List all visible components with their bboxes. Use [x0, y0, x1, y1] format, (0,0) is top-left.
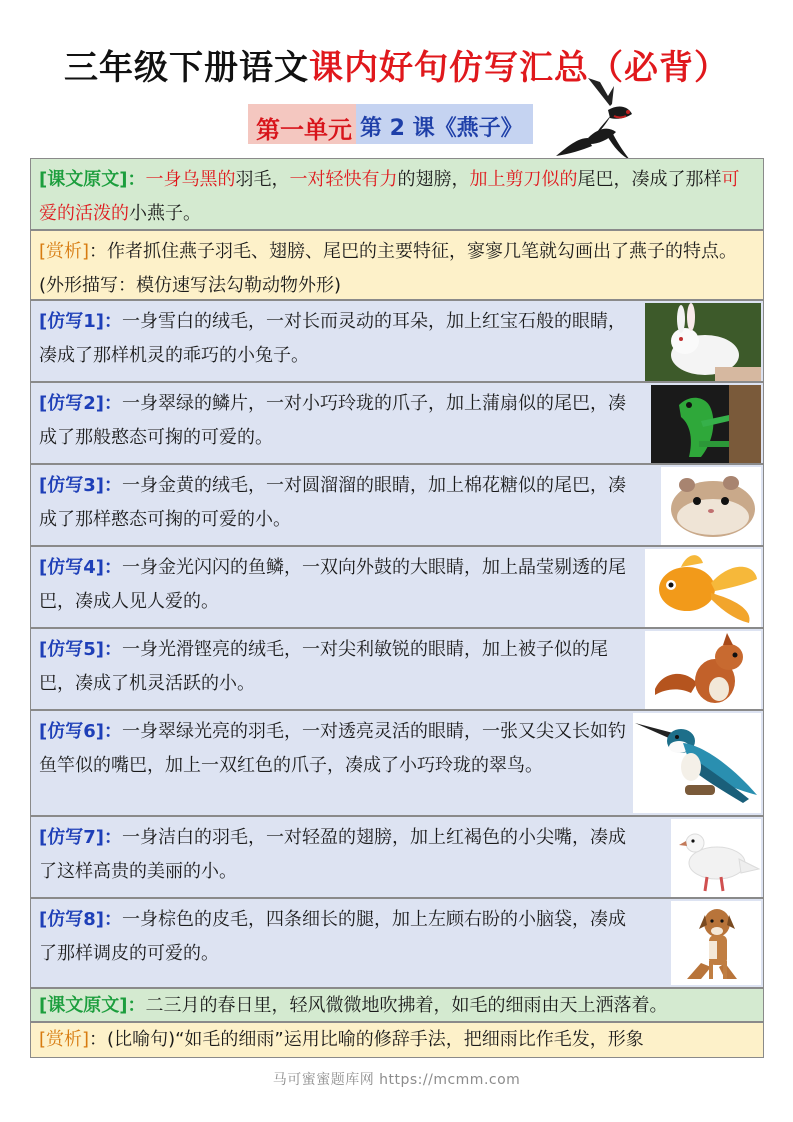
lesson-label: 第 2 课《燕子》	[356, 104, 533, 144]
hamster-icon	[661, 467, 761, 545]
imitation-row-1: [仿写1]：一身雪白的绒毛，一对长而灵动的耳朵，加上红宝石般的眼睛，凑成了那样机灵的乖巧的小兔子。	[30, 300, 764, 382]
lizard-icon	[651, 385, 761, 463]
analysis-text: ：(比喻句)“如毛的细雨”运用比喻的修辞手法，把细雨比作毛发，形象	[89, 1029, 644, 1050]
analysis-row-1	[30, 230, 764, 300]
watermark-footer: 马可蜜蜜题库网 https://mcmm.com	[272, 1072, 521, 1088]
unit-heading	[248, 104, 533, 150]
original-text-row-1: [课文原文]：一身乌黑的羽毛，一对轻快有力的翅膀，加上剪刀似的尾巴，凑成了那样可爱的活泼的小燕子。	[30, 158, 764, 230]
analysis-text: ：作者抓住燕子羽毛、翅膀、尾巴的主要特征，寥寥几笔就勾画出了燕子的特点。(外形描写：模仿速写法勾勒动物外形)	[39, 241, 738, 296]
imitation-row-8: [仿写8]：一身棕色的皮毛，四条细长的腿，加上左顾右盼的小脑袋，凑成了那样调皮的可爱的。	[30, 898, 764, 988]
dove-icon	[671, 819, 761, 897]
imitation-row-2: [仿写2]：一身翠绿的鳞片，一对小巧玲珑的爪子，加上蒲扇似的尾巴，凑成了那般憨态可掬的可爱的。	[30, 382, 764, 464]
original-label: [课文原文]：	[39, 169, 146, 190]
imitation-row-5: [仿写5]：一身光滑铿亮的绒毛，一对尖利敏锐的眼睛，加上被子似的尾巴，凑成了机灵活跃的小。	[30, 628, 764, 710]
imitation-row-6: [仿写6]：一身翠绿光亮的羽毛，一对透亮灵活的眼睛，一张又尖又长如钓鱼竿似的嘴巴，加上一双红色的爪子，凑成了小巧玲珑的翠鸟。	[30, 710, 764, 816]
goldfish-icon	[645, 549, 761, 627]
analysis-label: [赏析]	[39, 241, 90, 262]
page-title-topic: 课内好句仿写汇总（必背）	[309, 48, 729, 88]
kingfisher-icon	[633, 713, 761, 813]
imitation-row-4: [仿写4]：一身金光闪闪的鱼鳞，一双向外鼓的大眼睛，加上晶莹剔透的尾巴，凑成人见人爱的。	[30, 546, 764, 628]
original-text-row-2: [课文原文]：二三月的春日里，轻风微微地吹拂着，如毛的细雨由天上洒落着。	[30, 988, 764, 1022]
imitation-row-3: [仿写3]：一身金黄的绒毛，一对圆溜溜的眼睛，加上棉花糖似的尾巴，凑成了那样憨态可掬的可爱的小。	[30, 464, 764, 546]
swallow-icon	[548, 76, 656, 162]
page-title	[0, 40, 793, 89]
rabbit-icon	[645, 303, 761, 381]
original-label: [课文原文]：	[39, 995, 146, 1016]
unit-label: 第一单元	[248, 104, 356, 144]
analysis-label: [赏析]	[39, 1029, 90, 1050]
analysis-row-2	[30, 1022, 764, 1058]
imitation-row-7: [仿写7]：一身洁白的羽毛，一对轻盈的翅膀，加上红褐色的小尖嘴，凑成了这样高贵的美丽的小。	[30, 816, 764, 898]
page-title-grade: 三年级下册语文	[64, 48, 309, 88]
squirrel-icon	[645, 631, 761, 709]
puppy-icon	[671, 901, 761, 985]
